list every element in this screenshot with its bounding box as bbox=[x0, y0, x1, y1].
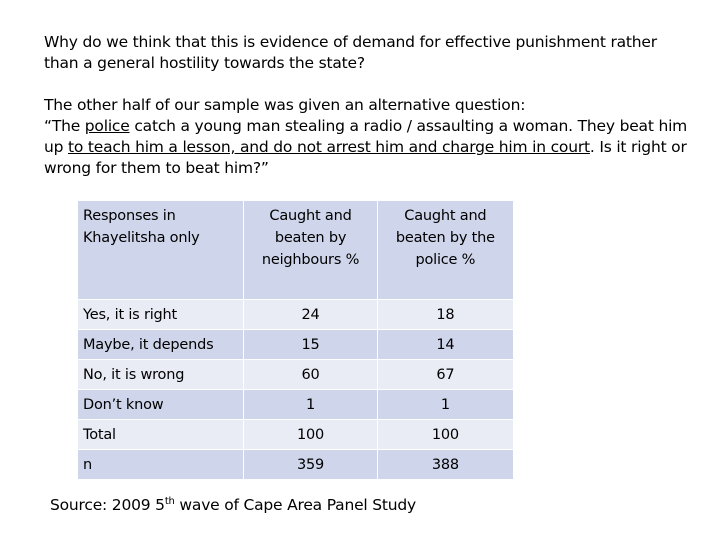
row-label: Total bbox=[78, 420, 244, 450]
row-neighbours: 60 bbox=[244, 360, 377, 390]
row-label: Yes, it is right bbox=[78, 300, 244, 330]
row-police: 67 bbox=[377, 360, 513, 390]
responses-table bbox=[78, 201, 513, 479]
quote-mid: catch a young man stealing a radio / assaulting a woman. They beat him up bbox=[44, 117, 688, 156]
row-neighbours: 24 bbox=[244, 300, 377, 330]
row-neighbours: 1 bbox=[244, 390, 377, 420]
source-suffix: wave of Cape Area Panel Study bbox=[174, 496, 417, 515]
table-header-row bbox=[78, 201, 513, 300]
row-police: 388 bbox=[377, 450, 513, 480]
quote-lesson: to teach him a lesson, and do not arrest him and charge him in court bbox=[68, 138, 590, 156]
header-police: Caught and beaten by the police % bbox=[377, 201, 513, 300]
row-neighbours: 100 bbox=[244, 420, 377, 450]
table-row bbox=[78, 360, 513, 390]
header-responses: Responses in Khayelitsha only bbox=[83, 208, 200, 246]
row-police: 18 bbox=[377, 300, 513, 330]
source-prefix: Source: 2009 5 bbox=[50, 496, 165, 515]
table-row bbox=[78, 450, 513, 480]
alternative-question-paragraph bbox=[44, 95, 689, 179]
header-neighbours: Caught and beaten by neighbours % bbox=[244, 201, 377, 300]
lead-text: The other half of our sample was given an alternative question: bbox=[44, 96, 526, 114]
row-neighbours: 359 bbox=[244, 450, 377, 480]
row-police: 14 bbox=[377, 330, 513, 360]
row-label: Maybe, it depends bbox=[78, 330, 244, 360]
source-note bbox=[50, 496, 416, 514]
row-police: 1 bbox=[377, 390, 513, 420]
question-paragraph bbox=[44, 32, 689, 74]
question-text: Why do we think that this is evidence of demand for effective punishment rather than a general hostility towards the state? bbox=[44, 33, 657, 72]
row-police: 100 bbox=[377, 420, 513, 450]
quote-police: police bbox=[84, 117, 130, 135]
table-row bbox=[78, 300, 513, 330]
quote-open: “The bbox=[44, 117, 85, 135]
row-label: n bbox=[78, 450, 244, 480]
row-label: No, it is wrong bbox=[78, 360, 244, 390]
source-superscript: th bbox=[164, 496, 175, 507]
row-neighbours: 15 bbox=[244, 330, 377, 360]
quote-end: . Is it right or wrong for them to beat him?” bbox=[44, 138, 687, 177]
table-row bbox=[78, 330, 513, 360]
table-row bbox=[78, 420, 513, 450]
table-row bbox=[78, 390, 513, 420]
row-label: Don’t know bbox=[78, 390, 244, 420]
